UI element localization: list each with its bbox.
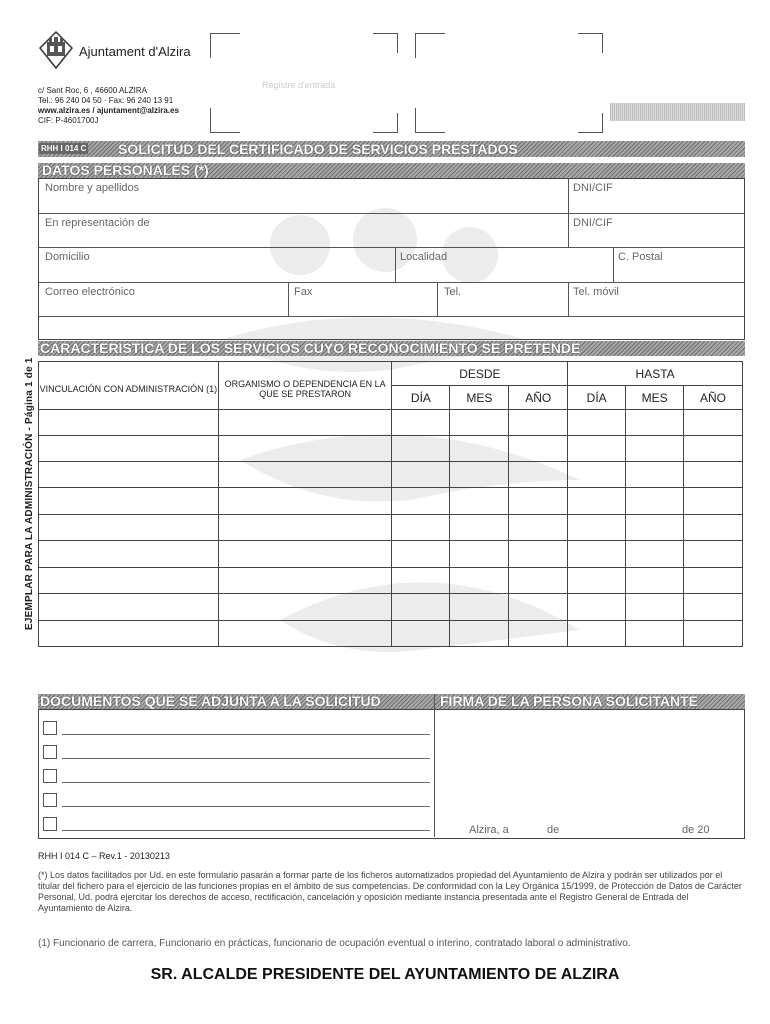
signature-place: Alzira, a — [469, 824, 509, 836]
side-copy-label: EJEMPLAR PARA LA ADMINISTRACIÓN - Página 1 de 1 — [24, 357, 35, 630]
document-checkbox-5[interactable] — [43, 817, 57, 831]
table-row[interactable] — [39, 621, 743, 647]
registry-box-right — [415, 33, 603, 133]
document-line-3[interactable] — [62, 782, 430, 783]
dni-field-1[interactable]: DNI/CIF — [573, 182, 613, 194]
address-line: c/ Sant Roc, 6 , 46600 ALZIRA — [38, 86, 147, 95]
col-organismo: ORGANISMO O DEPENDENCIA EN LA QUE SE PRESTARON — [218, 362, 392, 410]
services-table — [38, 361, 743, 647]
signature-de-1: de — [547, 824, 560, 836]
table-row[interactable] — [39, 568, 743, 594]
privacy-note: (*) Los datos facilitados por Ud. en este formulario pasarán a formar parte de los ficheros automatizados propiedad del Ayuntamiento de Alzira y podrán ser utilizados por el titular del fichero para el ejercicio de las funciones propias en el ámbito de sus competencias. De conformidad con la Ley Orgánica 15/1999, de Protección de Datos de Carácter Personal, Ud. podrá ejercitar los derechos de acceso, rectificación, cancelación y oposición mediante instancia presentada ante el Registro General de Entrada del Ayuntamiento de Alzira. — [38, 870, 742, 913]
col-hasta-mes: MES — [626, 386, 684, 410]
barcode-area — [610, 103, 745, 121]
table-row[interactable] — [39, 594, 743, 621]
document-checkbox-3[interactable] — [43, 769, 57, 783]
document-checkbox-4[interactable] — [43, 793, 57, 807]
email-field[interactable]: Correo electrónico — [45, 286, 135, 298]
documents-section-title: DOCUMENTOS QUE SE ADJUNTA A LA SOLICITUD — [40, 693, 381, 709]
document-checkbox-2[interactable] — [43, 745, 57, 759]
recipient-title: SR. ALCALDE PRESIDENTE DEL AYUNTAMIENTO DE ALZIRA — [150, 966, 620, 983]
col-hasta: HASTA — [568, 362, 743, 386]
mobile-field[interactable]: Tel. móvil — [573, 286, 619, 298]
fax-field[interactable]: Fax — [294, 286, 313, 298]
table-row[interactable] — [39, 436, 743, 462]
col-hasta-anio: AÑO — [684, 386, 743, 410]
signature-section-title: FIRMA DE LA PERSONA SOLICITANTE — [440, 693, 698, 709]
col-desde: DESDE — [392, 362, 568, 386]
revision-code: RHH I 014 C – Rev.1 - 20130213 — [38, 851, 170, 861]
representation-field[interactable]: En representación de — [45, 217, 150, 229]
tel-field[interactable]: Tel. — [444, 286, 462, 298]
table-row[interactable] — [39, 462, 743, 488]
signature-area[interactable] — [436, 711, 742, 821]
table-row[interactable] — [39, 541, 743, 568]
postal-code-field[interactable]: C. Postal — [618, 251, 663, 263]
col-vinculacion: VINCULACIÓN CON ADMINISTRACIÓN (1) — [39, 362, 219, 410]
form-title: SOLICITUD DEL CERTIFICADO DE SERVICIOS PRESTADOS — [118, 141, 518, 157]
web-line: www.alzira.es / ajuntament@alzira.es — [38, 106, 179, 115]
address-field[interactable]: Domicilio — [45, 251, 90, 263]
locality-field[interactable]: Localidad — [400, 251, 448, 263]
document-line-5[interactable] — [62, 830, 430, 831]
document-line-1[interactable] — [62, 734, 430, 735]
cif-line: CIF: P-4601700J — [38, 116, 99, 125]
table-row[interactable] — [39, 515, 743, 541]
form-code: RHH I 014 C — [41, 144, 87, 153]
coat-of-arms-logo — [38, 30, 74, 70]
services-section-title: CARACTERISTICA DE LOS SERVICIOS CUYO RECONOCIMIENTO SE PRETENDE — [40, 340, 581, 356]
col-hasta-dia: DÍA — [568, 386, 626, 410]
document-checkbox-1[interactable] — [43, 721, 57, 735]
table-row[interactable] — [39, 488, 743, 515]
name-field[interactable]: Nombre y apellidos — [45, 182, 140, 194]
signature-de-2: de 20 — [682, 824, 710, 836]
personal-section-title: DATOS PERSONALES (*) — [42, 162, 209, 178]
col-desde-dia: DÍA — [392, 386, 450, 410]
table-row[interactable] — [39, 410, 743, 436]
col-desde-mes: MES — [450, 386, 509, 410]
col-desde-anio: AÑO — [509, 386, 568, 410]
org-name: Ajuntament d'Alzira — [79, 44, 191, 59]
footnote: (1) Funcionario de carrera, Funcionario en prácticas, funcionario de ocupación eventual o interino, contratado laboral o administrativo. — [38, 938, 631, 949]
document-line-4[interactable] — [62, 806, 430, 807]
dni-field-2[interactable]: DNI/CIF — [573, 217, 613, 229]
phone-line: Tel.: 96 240 04 50 · Fax: 96 240 13 91 — [38, 96, 174, 105]
document-line-2[interactable] — [62, 758, 430, 759]
registry-label: Registre d'entrada — [262, 80, 336, 90]
